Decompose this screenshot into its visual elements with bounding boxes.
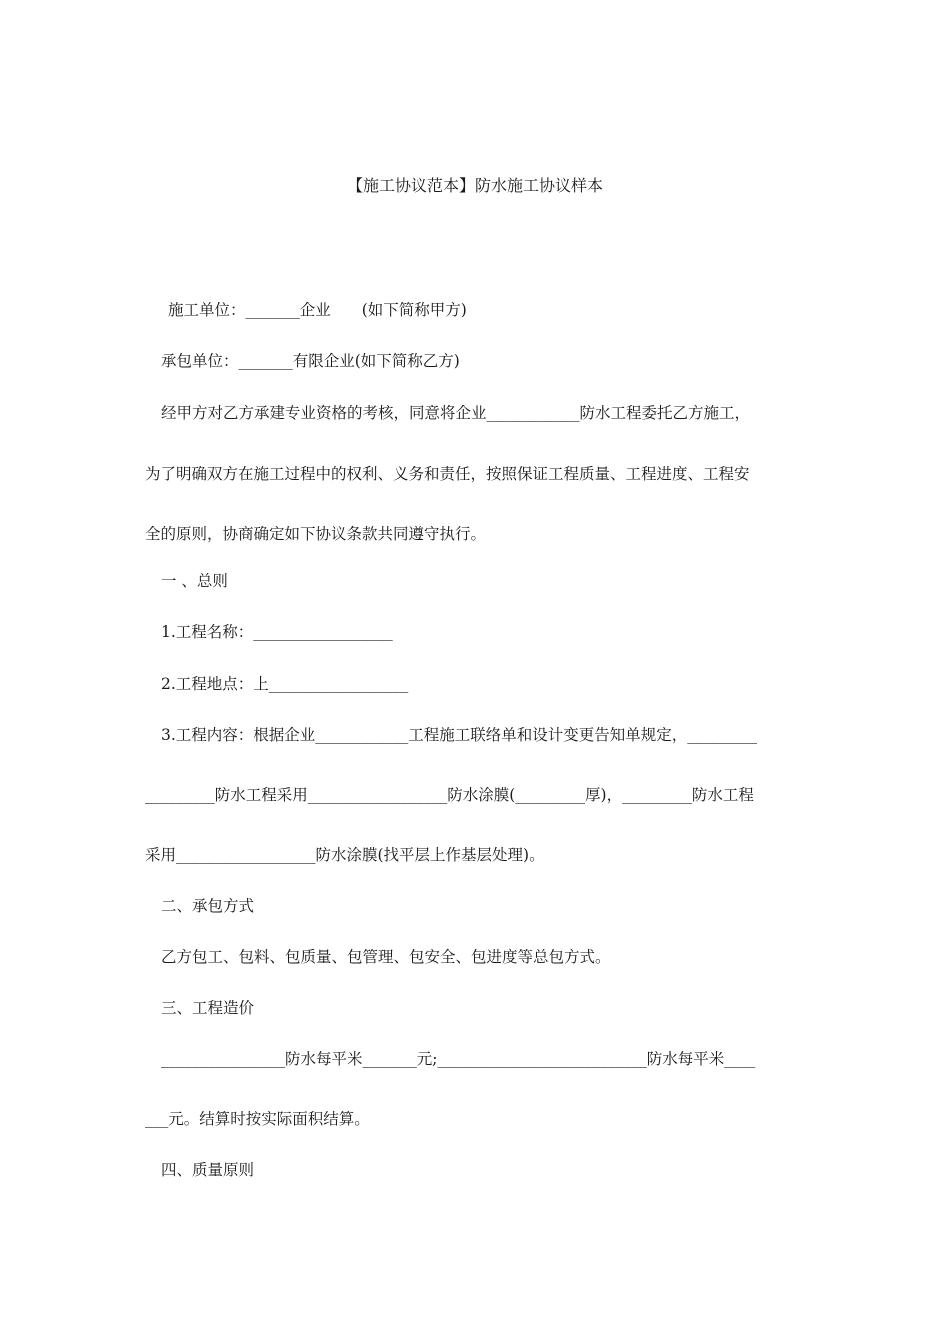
project-name-line: 1.工程名称：__________________: [161, 623, 393, 641]
preamble-line-1: 经甲方对乙方承建专业资格的考核，同意将企业____________防水工程委托乙方施工，: [161, 404, 751, 422]
section-heading-general: 一 、总则: [161, 572, 228, 590]
section-heading-contract-method: 二、承包方式: [161, 897, 255, 915]
party-b-line: 承包单位：_______有限企业(如下简称乙方): [161, 352, 460, 370]
project-content-line-3: 采用__________________防水涂膜(找平层上作基层处理)。: [145, 846, 545, 864]
document-title: 【施工协议范本】防水施工协议样本: [346, 176, 603, 195]
cost-line-2: ___元。结算时按实际面积结算。: [145, 1110, 370, 1128]
preamble-line-3: 全的原则，协商确定如下协议条款共同遵守执行。: [145, 525, 487, 543]
project-content-line-1: 3.工程内容：根据企业____________工程施工联络单和设计变更告知单规定，_________: [161, 726, 758, 744]
cost-line-1: ________________防水每平米_______元;___________________________防水每平米____: [161, 1050, 756, 1068]
contract-method-line: 乙方包工、包料、包质量、包管理、包安全、包进度等总包方式。: [161, 948, 611, 966]
section-heading-quality: 四、质量原则: [161, 1161, 255, 1179]
project-location-line: 2.工程地点：上__________________: [161, 675, 409, 693]
party-a-line: 施工单位：_______企业 (如下简称甲方): [168, 301, 467, 319]
preamble-line-2: 为了明确双方在施工过程中的权利、义务和责任，按照保证工程质量、工程进度、工程安: [145, 465, 750, 483]
section-heading-cost: 三、工程造价: [161, 999, 255, 1017]
project-content-line-2: _________防水工程采用__________________防水涂膜(_________厚)，_________防水工程: [145, 786, 754, 804]
